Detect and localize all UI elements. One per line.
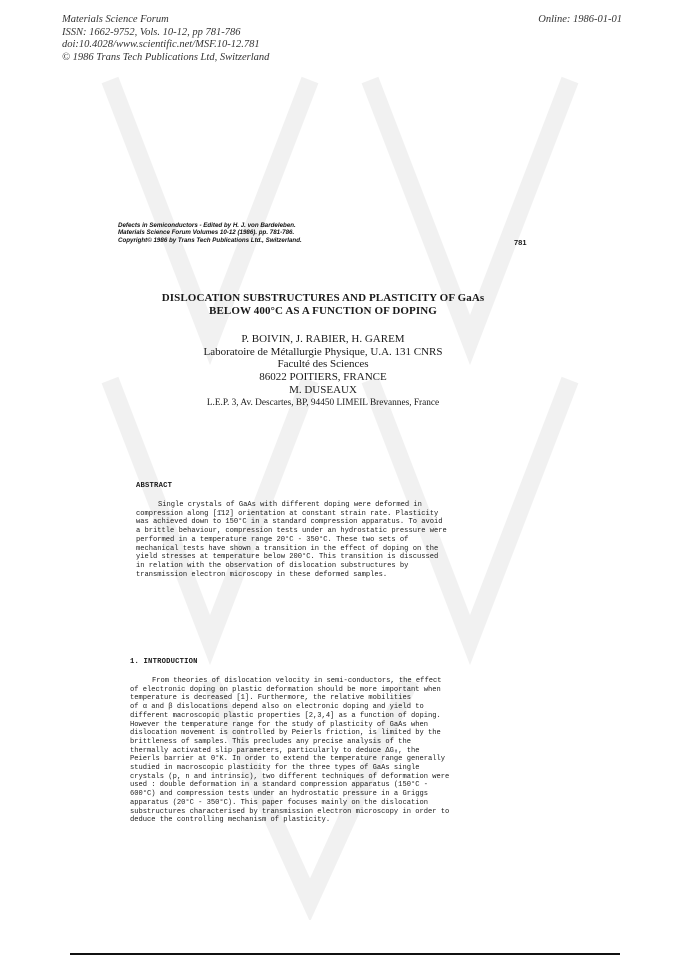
abstract-line: Single crystals of GaAs with different doping were deformed in bbox=[158, 501, 422, 509]
affiliation-line: 86022 POITIERS, FRANCE bbox=[259, 371, 387, 384]
abstract-line: yield stresses at temperature below 200°C. This transition is discussed bbox=[136, 553, 439, 562]
body-line: thermally activated slip parameters, particularly to deduce ΔG₀, the bbox=[130, 746, 420, 755]
body-line: of electronic doping on plastic deformation should be more important when bbox=[130, 685, 441, 694]
body-line: used : double deformation in a standard compression apparatus (150°C - bbox=[130, 781, 428, 790]
body-line: different macroscopic plastic properties [2,3,4] as a function of doping. bbox=[130, 711, 441, 720]
introduction-body bbox=[130, 677, 520, 825]
title-line: DISLOCATION SUBSTRUCTURES AND PLASTICITY OF GaAs bbox=[161, 292, 485, 304]
body-line: substructures characterised by transmission electron microscopy in order to bbox=[130, 807, 450, 816]
body-line: Peierls barrier at 0°K. In order to extend the temperature range generally bbox=[130, 755, 446, 764]
abstract-line: mechanical tests have shown a transition in the effect of doping on the bbox=[136, 544, 439, 553]
body-line: studied in macroscopic plasticity for the three types of GaAs single bbox=[130, 764, 420, 773]
affiliation-line: Faculté des Sciences bbox=[277, 358, 369, 371]
abstract-body bbox=[136, 501, 516, 579]
issn-line: ISSN: 1662-9752, Vols. 10-12, pp 781-786 bbox=[62, 26, 241, 38]
body-line: From theories of dislocation velocity in semi-conductors, the effect bbox=[152, 677, 442, 685]
affiliation-line: Laboratoire de Métallurgie Physique, U.A. 131 CNRS bbox=[203, 345, 443, 358]
body-line: dislocation movement is controlled by Peierls friction, is limited by the bbox=[130, 729, 441, 738]
doi-link[interactable]: doi:10.4028/www.scientific.net/MSF.10-12.781 bbox=[62, 39, 260, 50]
abstract-line: in relation with the observation of dislocation substructures by bbox=[136, 561, 409, 570]
footer-rule bbox=[70, 953, 620, 955]
body-line: However the temperature range for the study of plasticity of GaAs when bbox=[130, 720, 428, 729]
online-date: Online: 1986-01-01 bbox=[538, 14, 622, 25]
abstract-line: transmission electron microscopy in these deformed samples. bbox=[136, 570, 388, 579]
body-line: deduce the controlling mechanism of plasticity. bbox=[130, 816, 331, 825]
body-line: crystals (p, n and intrinsic), two different techniques of deformation were bbox=[130, 772, 450, 781]
body-line: apparatus (20°C - 350°C). This paper focuses mainly on the dislocation bbox=[130, 798, 428, 807]
author-names: P. BOIVIN, J. RABIER, H. GAREM bbox=[241, 333, 405, 345]
abstract-line: compression along [1̄12] orientation at constant strain rate. Plasticity bbox=[136, 509, 439, 518]
author-block bbox=[120, 333, 526, 409]
copyright-line: © 1986 Trans Tech Publications Ltd, Switzerland bbox=[62, 51, 270, 63]
body-line: of α and β dislocations depend also on electronic doping and yield to bbox=[130, 703, 424, 712]
paper-title bbox=[120, 292, 526, 318]
title-line: BELOW 400°C AS A FUNCTION OF DOPING bbox=[209, 305, 437, 317]
author-names: M. DUSEAUX bbox=[289, 383, 357, 396]
page-number: 781 bbox=[514, 238, 527, 247]
proceedings-line: Defects in Semiconductors - Edited by H. J. von Bardeleben. bbox=[118, 222, 296, 229]
abstract-line: a brittle behaviour, compression tests under an hydrostatic pressure were bbox=[136, 527, 447, 536]
introduction-heading: 1. INTRODUCTION bbox=[130, 658, 198, 666]
proceedings-line: Materials Science Forum Volumes 10-12 (1986). pp. 781-786. bbox=[118, 229, 295, 237]
abstract-line: performed in a temperature range 20°C - 350°C. These two sets of bbox=[136, 535, 409, 544]
abstract-line: was achieved down to 150°C in a standard compression apparatus. To avoid bbox=[136, 518, 443, 527]
publication-header bbox=[62, 14, 622, 64]
proceedings-line: Copyright© 1986 by Trans Tech Publications Ltd., Switzerland. bbox=[118, 236, 302, 244]
proceedings-block bbox=[118, 222, 538, 244]
body-line: brittleness of samples. This precludes any precise analysis of the bbox=[130, 737, 411, 746]
body-line: temperature is decreased [1]. Furthermore, the relative mobilities bbox=[130, 694, 411, 703]
journal-name: Materials Science Forum bbox=[62, 14, 169, 25]
affiliation-line: L.E.P. 3, Av. Descartes, BP, 94450 LIMEIL Brevannes, France bbox=[206, 397, 440, 408]
abstract-heading: ABSTRACT bbox=[136, 482, 173, 490]
body-line: 600°C) and compression tests under an hydrostatic pressure in a Griggs bbox=[130, 790, 428, 799]
